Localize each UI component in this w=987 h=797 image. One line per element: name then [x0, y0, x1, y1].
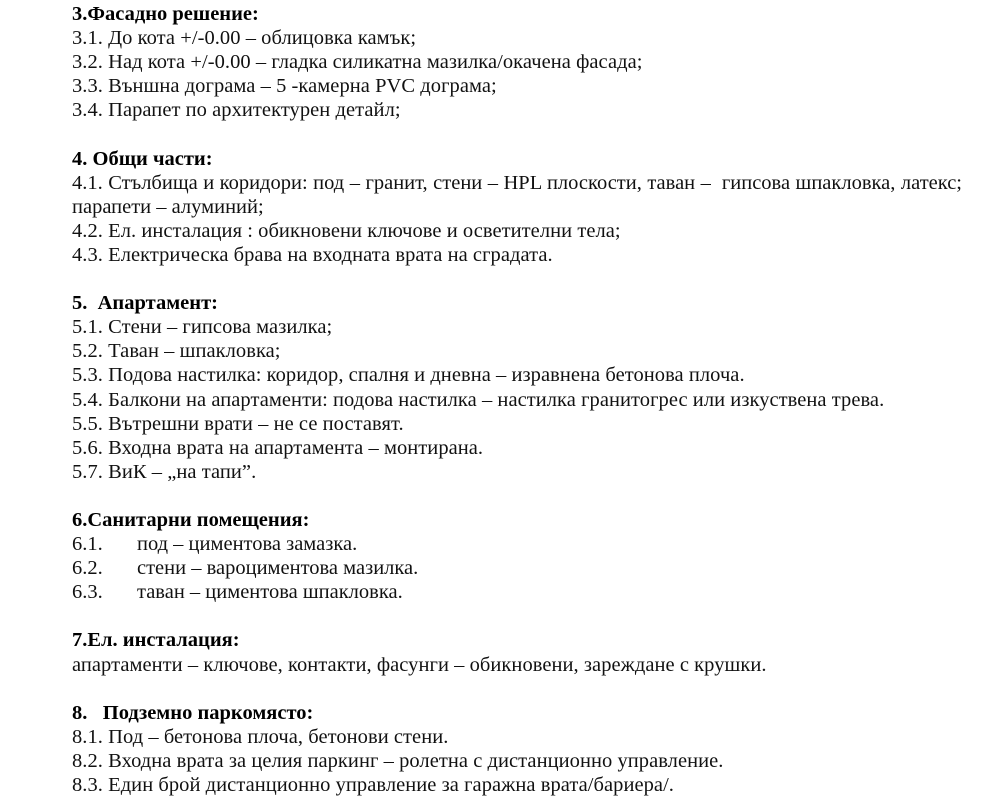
section-5-item-3: 5.3. Подова настилка: коридор, спалня и дневна – изравнена бетонова плоча. [72, 364, 745, 387]
section-gap [72, 677, 962, 701]
section-heading-7: 7.Ел. инсталация: [72, 629, 240, 652]
section-3-item-1: 3.1. До кота +/-0.00 – облицовка камък; [72, 27, 417, 50]
document-text-body [72, 2, 968, 797]
section-heading-6: 6.Санитарни помещения: [72, 508, 310, 531]
section-6-item-2 [72, 556, 962, 580]
section-3-item-2: 3.2. Над кота +/-0.00 – гладка силикатна мазилка/окачена фасада; [72, 51, 643, 74]
section-5-item-1: 5.1. Стени – гипсова мазилка; [72, 316, 333, 339]
section-heading-5: 5. Апартамент: [72, 292, 218, 315]
section-6-item-2-text: стени – вароциментова мазилка. [137, 557, 419, 580]
section-gap [72, 122, 962, 146]
section-8-item-3: 8.3. Един брой дистанционно управление за гаражна врата/бариера/. [72, 774, 674, 796]
section-3-item-4: 3.4. Парапет по архитектурен детайл; [72, 99, 401, 122]
section-6-item-1 [72, 532, 962, 556]
section-6-item-1-text: под – циментова замазка. [137, 533, 358, 556]
section-8-item-2: 8.2. Входна врата за целия паркинг – ролетна с дистанционно управление. [72, 749, 724, 772]
section-heading-3: 3.Фасадно решение: [72, 3, 259, 25]
section-heading-4: 4. Общи части: [72, 147, 213, 170]
section-6-item-3 [72, 580, 962, 604]
section-gap [72, 267, 962, 291]
section-gap [72, 604, 962, 628]
section-6-item-2-number: 6.2. [72, 557, 103, 580]
section-6-item-1-number: 6.1. [72, 533, 103, 556]
section-6-item-3-text: таван – циментова шпакловка. [137, 581, 403, 604]
section-5-item-5: 5.5. Вътрешни врати – не се поставят. [72, 412, 404, 435]
section-4-item-3: 4.3. Електрическа брава на входната врата на сградата. [72, 243, 553, 266]
section-5-item-4: 5.4. Балкони на апартаменти: подова настилка – настилка гранитогрес или изкуствена трева. [72, 388, 885, 411]
section-3-item-3: 3.3. Външна дограма – 5 -камерна PVC дограма; [72, 75, 497, 98]
section-4-item-1: 4.1. Стълбища и коридори: под – гранит, стени – HPL плоскости, таван – гипсова шпакловка, латекс; парапети – алуминий; [72, 171, 968, 218]
section-6-item-3-number: 6.3. [72, 581, 103, 604]
section-7-item-1: апартаменти – ключове, контакти, фасунги – обикновени, зареждане с крушки. [72, 653, 767, 676]
section-5-item-7: 5.7. ВиК – „на тапи”. [72, 460, 257, 483]
section-5-item-2: 5.2. Таван – шпакловка; [72, 340, 281, 363]
section-4-item-2: 4.2. Ел. инсталация : обикновени ключове и осветителни тела; [72, 219, 621, 242]
section-gap [72, 484, 962, 508]
section-5-item-6: 5.6. Входна врата на апартамента – монтирана. [72, 436, 484, 459]
section-8-item-1: 8.1. Под – бетонова плоча, бетонови стени. [72, 725, 449, 748]
section-heading-8: 8. Подземно паркомясто: [72, 701, 314, 724]
